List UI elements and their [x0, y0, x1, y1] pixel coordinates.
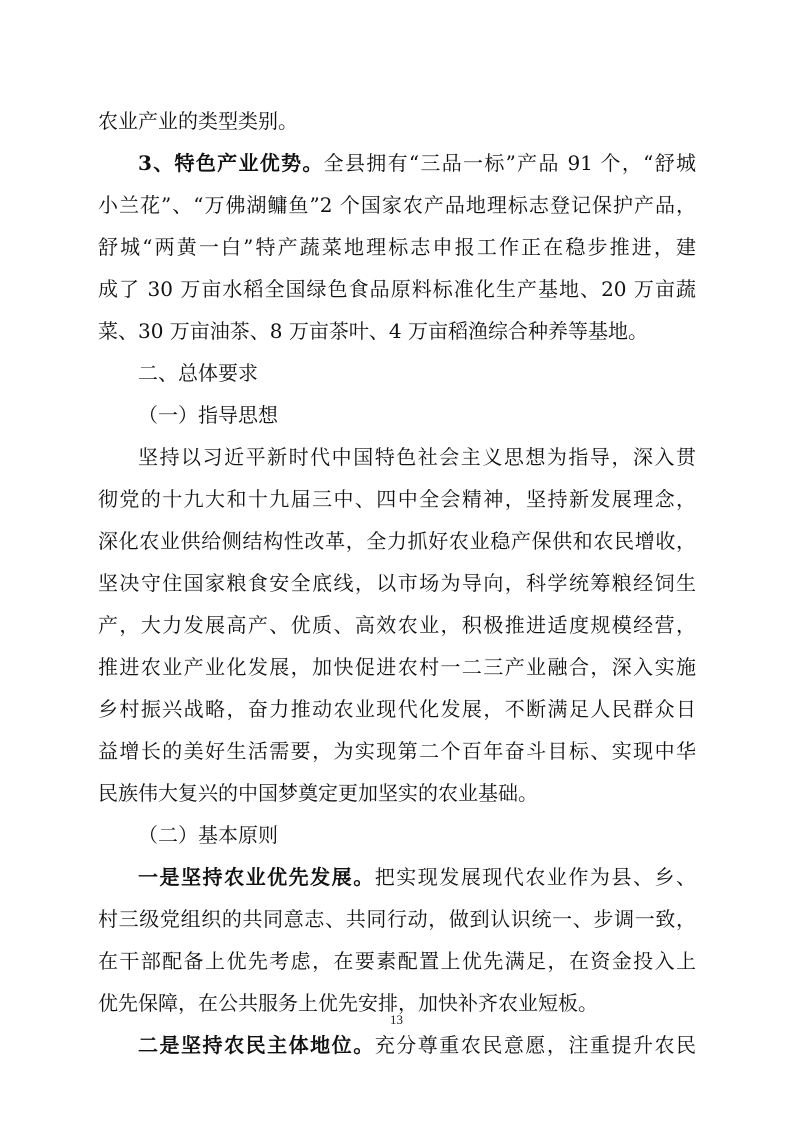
paragraph-text: 充分尊重农民意愿，注重提升农民: [374, 1033, 697, 1057]
paragraph-line: [98, 859, 696, 895]
paragraph-line: 坚持以习近平新时代中国特色社会主义思想为指导，深入贯: [138, 445, 696, 469]
paragraph-text: 把实现发展现代农业作为县、乡、: [374, 865, 697, 889]
paragraph-line: 舒城“两黄一白”特产蔬菜地理标志申报工作正在稳步推进，建: [98, 235, 696, 259]
bold-lead-text: 3、特色产业优势。: [138, 151, 324, 175]
paragraph-line: 益增长的美好生活需要，为实现第二个百年奋斗目标、实现中华: [98, 739, 696, 763]
paragraph-line: 村三级党组织的共同意志、共同行动，做到认识统一、步调一致，: [98, 907, 696, 931]
paragraph-line: 乡村振兴战略，奋力推动农业现代化发展，不断满足人民群众日: [98, 697, 696, 721]
paragraph-line: [98, 1027, 696, 1063]
paragraph-line: 深化农业供给侧结构性改革，全力抓好农业稳产保供和农民增收，: [98, 529, 696, 553]
subsection-heading: （二）基本原则: [138, 823, 278, 847]
paragraph-line: 农业产业的类型类别。: [98, 109, 298, 133]
paragraph-line: 成了 30 万亩水稻全国绿色食品原料标准化生产基地、20 万亩蔬: [98, 277, 696, 301]
paragraph-line: 民族伟大复兴的中国梦奠定更加坚实的农业基础。: [98, 781, 538, 805]
paragraph-line: 彻党的十九大和十九届三中、四中全会精神，坚持新发展理念，: [98, 487, 696, 511]
bold-lead-text: 一是坚持农业优先发展。: [138, 865, 375, 889]
paragraph-line: [98, 145, 696, 181]
paragraph-line: 小兰花”、“万佛湖鳙鱼”2 个国家农产品地理标志登记保护产品，: [98, 193, 696, 217]
paragraph-line: 产，大力发展高产、优质、高效农业，积极推进适度规模经营，: [98, 613, 696, 637]
section-heading: 二、总体要求: [138, 361, 258, 385]
paragraph-text: 全县拥有“三品一标”产品 91 个，“舒城: [323, 151, 696, 175]
paragraph-line: 在干部配备上优先考虑，在要素配置上优先满足，在资金投入上: [98, 949, 696, 973]
paragraph-line: 坚决守住国家粮食安全底线，以市场为导向，科学统筹粮经饲生: [98, 571, 696, 595]
paragraph-line: 推进农业产业化发展，加快促进农村一二三产业融合，深入实施: [98, 655, 696, 679]
paragraph-line: 菜、30 万亩油茶、8 万亩茶叶、4 万亩稻渔综合种养等基地。: [98, 319, 648, 343]
bold-lead-text: 二是坚持农民主体地位。: [138, 1033, 375, 1057]
paragraph-line: 优先保障，在公共服务上优先安排，加快补齐农业短板。: [98, 991, 598, 1015]
subsection-heading: （一）指导思想: [138, 403, 278, 427]
page-number: 13: [390, 1012, 403, 1027]
